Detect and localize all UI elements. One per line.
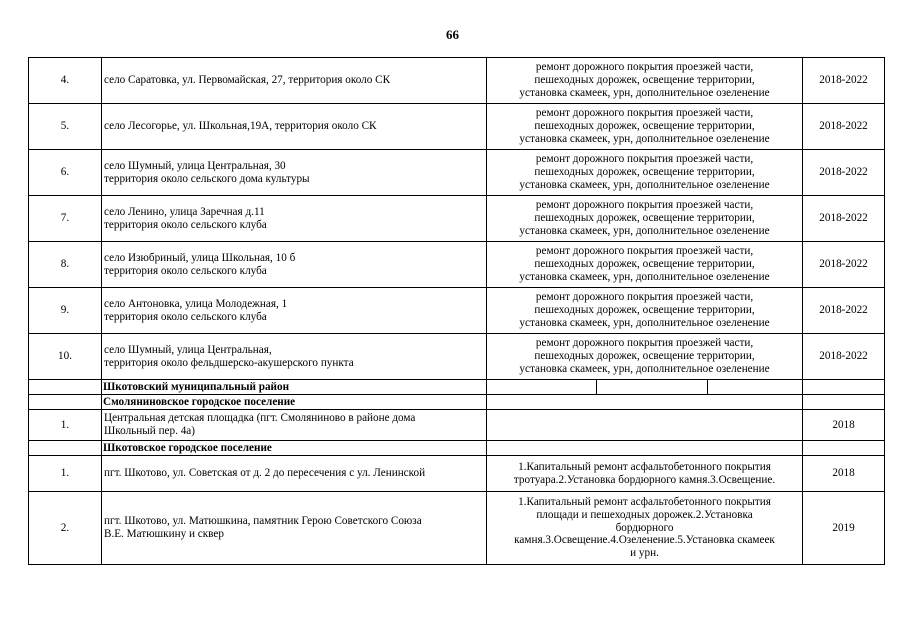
row-number: 2. xyxy=(29,492,102,565)
row-number: 1. xyxy=(29,410,102,441)
year-cell: 2018-2022 xyxy=(803,242,885,288)
work-cell xyxy=(487,492,803,565)
work-cell xyxy=(487,150,803,196)
location-line: территория около сельского клуба xyxy=(104,310,267,323)
location-line: пгт. Шкотово, ул. Советская от д. 2 до пересечения с ул. Ленинской xyxy=(104,467,426,479)
work-line: пешеходных дорожек, освещение территории, xyxy=(534,74,755,87)
table-row xyxy=(29,196,885,242)
table-body-bottom xyxy=(29,380,885,565)
work-line: 1.Капитальный ремонт асфальтобетонного покрытия xyxy=(518,496,771,508)
work-subcell xyxy=(487,380,597,395)
table-body-top xyxy=(29,58,885,380)
location-line: село Шумный, улица Центральная, xyxy=(104,343,272,356)
work-line: ремонт дорожного покрытия проезжей части, xyxy=(535,337,754,350)
year-cell: 2018-2022 xyxy=(803,288,885,334)
location-line: территория около сельского дома культуры xyxy=(104,172,310,185)
year-cell xyxy=(803,395,885,410)
location-line: территория около фельдшерско-акушерского пункта xyxy=(104,356,354,369)
work-line: пешеходных дорожек, освещение территории, xyxy=(534,166,755,179)
year-cell: 2018-2022 xyxy=(803,196,885,242)
row-number: 9. xyxy=(29,288,102,334)
table-row xyxy=(29,150,885,196)
section-num-cell xyxy=(29,395,102,410)
row-number: 7. xyxy=(29,196,102,242)
improvement-table xyxy=(28,57,885,565)
row-number: 4. xyxy=(29,58,102,104)
work-line: 1.Капитальный ремонт асфальтобетонного покрытия xyxy=(518,460,771,473)
work-cell xyxy=(487,456,803,492)
row-number: 5. xyxy=(29,104,102,150)
location-line: село Ленино, улица Заречная д.11 xyxy=(104,205,265,218)
work-line: пешеходных дорожек, освещение территории, xyxy=(534,304,755,317)
location-line: пгт. Шкотово, ул. Матюшкина, памятник Герою Советского Союза xyxy=(104,515,422,527)
work-line: установка скамеек, урн, дополнительное озеленение xyxy=(519,86,770,99)
work-cell xyxy=(487,58,803,104)
work-cell xyxy=(487,334,803,380)
work-line: ремонт дорожного покрытия проезжей части, xyxy=(535,61,754,74)
location-line: Школьный пер. 4а) xyxy=(104,425,195,437)
table-row xyxy=(29,410,885,441)
work-line: и урн. xyxy=(630,547,659,560)
work-line: тротуара.2.Установка бордюрного камня.3.Освещение. xyxy=(513,473,776,486)
location-cell xyxy=(102,410,487,441)
location-cell xyxy=(102,242,487,288)
work-subcell xyxy=(597,380,708,395)
location-cell xyxy=(102,58,487,104)
section-title-smolyaninovo: Смоляниновское городское поселение xyxy=(102,395,487,410)
section-row-smolyaninovo xyxy=(29,395,885,410)
section-num-cell xyxy=(29,441,102,456)
work-line: ремонт дорожного покрытия проезжей части, xyxy=(535,153,754,166)
location-line: В.Е. Матюшкину и сквер xyxy=(104,528,224,540)
location-line: село Лесогорье, ул. Школьная,19А, территория около СК xyxy=(104,120,377,132)
work-subcell xyxy=(708,380,803,395)
location-cell xyxy=(102,492,487,565)
location-line: Центральная детская площадка (пгт. Смоляниново в районе дома xyxy=(104,412,416,424)
year-cell xyxy=(803,441,885,456)
year-cell: 2019 xyxy=(803,492,885,565)
work-line: площади и пешеходных дорожек.2.Установка xyxy=(536,508,753,521)
location-cell xyxy=(102,196,487,242)
work-line: пешеходных дорожек, освещение территории, xyxy=(534,350,755,363)
location-cell xyxy=(102,334,487,380)
section-row-shkotovo xyxy=(29,441,885,456)
section-num-cell xyxy=(29,380,102,395)
work-cell xyxy=(487,196,803,242)
location-cell xyxy=(102,456,487,492)
work-cell xyxy=(487,288,803,334)
work-line: ремонт дорожного покрытия проезжей части, xyxy=(535,291,754,304)
year-cell: 2018-2022 xyxy=(803,58,885,104)
year-cell xyxy=(803,380,885,395)
work-line: ремонт дорожного покрытия проезжей части, xyxy=(535,245,754,258)
table-row xyxy=(29,456,885,492)
table-row xyxy=(29,492,885,565)
table-row xyxy=(29,334,885,380)
row-number: 8. xyxy=(29,242,102,288)
work-line: установка скамеек, урн, дополнительное озеленение xyxy=(519,316,770,329)
location-cell xyxy=(102,150,487,196)
section-row-district xyxy=(29,380,885,395)
work-cell xyxy=(487,242,803,288)
work-line: бордюрного xyxy=(615,521,674,534)
work-line: ремонт дорожного покрытия проезжей части, xyxy=(535,107,754,120)
location-line: территория около сельского клуба xyxy=(104,218,267,231)
work-line: установка скамеек, урн, дополнительное озеленение xyxy=(519,132,770,145)
row-number: 1. xyxy=(29,456,102,492)
location-cell xyxy=(102,288,487,334)
work-cell xyxy=(487,410,803,441)
work-line: установка скамеек, урн, дополнительное озеленение xyxy=(519,362,770,375)
location-line: село Шумный, улица Центральная, 30 xyxy=(104,159,286,172)
work-line: установка скамеек, урн, дополнительное озеленение xyxy=(519,270,770,283)
year-cell: 2018 xyxy=(803,456,885,492)
work-line: установка скамеек, урн, дополнительное озеленение xyxy=(519,178,770,191)
row-number: 6. xyxy=(29,150,102,196)
year-cell: 2018-2022 xyxy=(803,104,885,150)
work-cell xyxy=(487,104,803,150)
section-title-shkotovo: Шкотовское городское поселение xyxy=(102,441,487,456)
work-line: установка скамеек, урн, дополнительное озеленение xyxy=(519,224,770,237)
table-row xyxy=(29,58,885,104)
work-line: камня.3.Освещение.4.Озеленение.5.Установка скамеек xyxy=(514,534,775,547)
work-cell xyxy=(487,441,803,456)
table-row xyxy=(29,242,885,288)
work-line: пешеходных дорожек, освещение территории, xyxy=(534,120,755,133)
year-cell: 2018-2022 xyxy=(803,334,885,380)
work-cell xyxy=(487,395,803,410)
location-cell xyxy=(102,104,487,150)
row-number: 10. xyxy=(29,334,102,380)
location-line: село Антоновка, улица Молодежная, 1 xyxy=(104,297,288,310)
year-cell: 2018-2022 xyxy=(803,150,885,196)
table-row xyxy=(29,288,885,334)
location-line: село Изюбриный, улица Школьная, 10 б xyxy=(104,251,296,264)
table-row xyxy=(29,104,885,150)
location-line: село Саратовка, ул. Первомайская, 27, территория около СК xyxy=(104,74,391,86)
work-line: пешеходных дорожек, освещение территории, xyxy=(534,212,755,225)
section-title-district: Шкотовский муниципальный район xyxy=(102,380,487,395)
page-number: 66 xyxy=(446,27,459,42)
work-line: пешеходных дорожек, освещение территории, xyxy=(534,258,755,271)
work-line: ремонт дорожного покрытия проезжей части, xyxy=(535,199,754,212)
location-line: территория около сельского клуба xyxy=(104,264,267,277)
year-cell: 2018 xyxy=(803,410,885,441)
